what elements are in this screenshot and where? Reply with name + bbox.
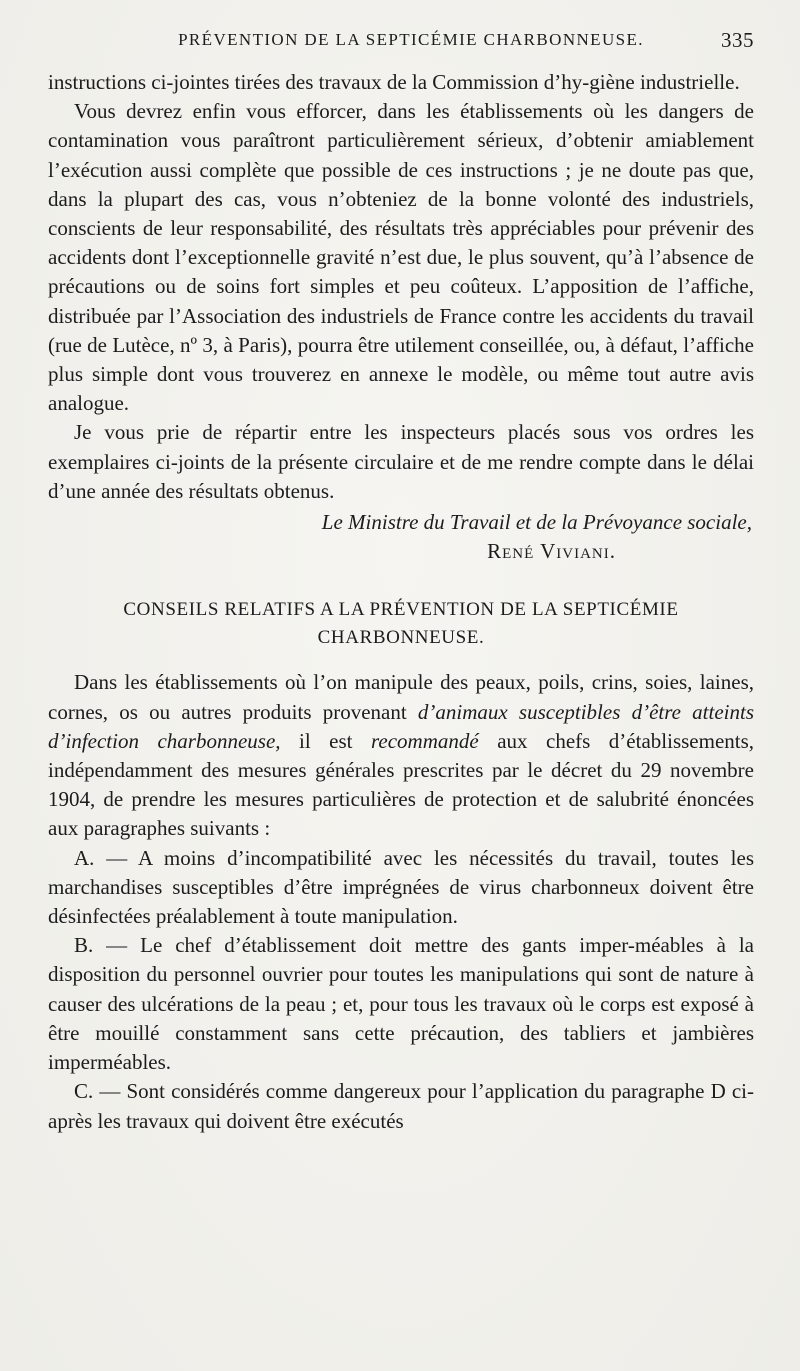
- section-heading-line-1: CONSEILS RELATIFS A LA PRÉVENTION DE LA SEPTICÉMIE: [123, 599, 679, 621]
- running-title: PRÉVENTION DE LA SEPTICÉMIE CHARBONNEUSE.: [178, 30, 644, 49]
- paragraph-intro: [48, 668, 754, 843]
- paragraph-item-b: B. — Le chef d’établissement doit mettre des gants imper-méables à la disposition du personnel ouvrier pour toutes les manipulations qui sont de nature à causer des ulcérations de la peau ; et, pour tous les travaux où le corps est exposé à être mouillé constamment sans cette précaution, des tabliers et jambières imperméables.: [48, 933, 754, 1075]
- section-heading-line-2: CHARBONNEUSE.: [317, 627, 485, 649]
- paragraph-distribution: Je vous prie de répartir entre les inspecteurs placés sous vos ordres les exemplaires ci-joints de la présente circulaire et de me rendre compte dans le délai d’une année des résultats obtenus.: [48, 420, 754, 503]
- intro-text-2: il est: [280, 728, 372, 753]
- signature-title: Le Ministre du Travail et de la Prévoyance sociale,: [321, 510, 752, 535]
- running-header: [48, 30, 754, 62]
- paragraph-item-c: C. — Sont considérés comme dangereux pour l’application du paragraphe D ci-après les travaux qui doivent être exécutés: [48, 1079, 754, 1133]
- paragraph-continuation: instructions ci-jointes tirées des travaux de la Commission d’hy-giène industrielle.: [48, 70, 740, 94]
- signature-block: [48, 508, 754, 566]
- paragraph-efforts: Vous devrez enfin vous efforcer, dans les établissements où les dangers de contamination vous paraîtront particulièrement sérieux, d’obtenir amiablement l’exécution aussi complète que possible de ces instructions ; je ne doute pas que, dans la plupart des cas, vous n’obteniez de la bonne volonté des industriels, conscients de leur responsabilité, des résultats très appréciables pour prévenir des accidents dont l’exceptionnelle gravité n’est due, le plus souvent, qu’à l’absence de précautions ou de soins fort simples et peu coûteux. L’apposition de l’affiche, distribuée par l’Association des industriels de France contre les accidents du travail (rue de Lutèce, nº 3, à Paris), pourra être utilement conseillée, ou, à défaut, l’affiche plus simple dont vous trouverez en annexe le modèle, ou même tout autre avis analogue.: [48, 99, 754, 416]
- section-heading: [48, 596, 754, 652]
- intro-emphasis-recommended: recommandé: [371, 728, 479, 753]
- intro-text-3: aux chefs d’établissements, indépendamment des mesures générales prescrites par le décret du 29 novembre 1904, de prendre les mesures particulières de protection et de salubrité énoncées aux paragraphes suivants :: [48, 728, 755, 841]
- signature-name: René Viviani.: [487, 539, 616, 564]
- intro-emphasis-animals: d’animaux susceptibles d’être atteints d’infection charbonneuse,: [48, 699, 754, 753]
- intro-text-1: Dans les établissements où l’on manipule des peaux, poils, crins, soies, laines, cornes, os ou autres produits provenant: [48, 670, 754, 724]
- paragraph-item-a: A. — A moins d’incompatibilité avec les nécessités du travail, toutes les marchandises susceptibles d’être imprégnées de virus charbonneux doivent être désinfectées préalablement à toute manipulation.: [48, 845, 754, 929]
- page-number: 335: [721, 28, 754, 52]
